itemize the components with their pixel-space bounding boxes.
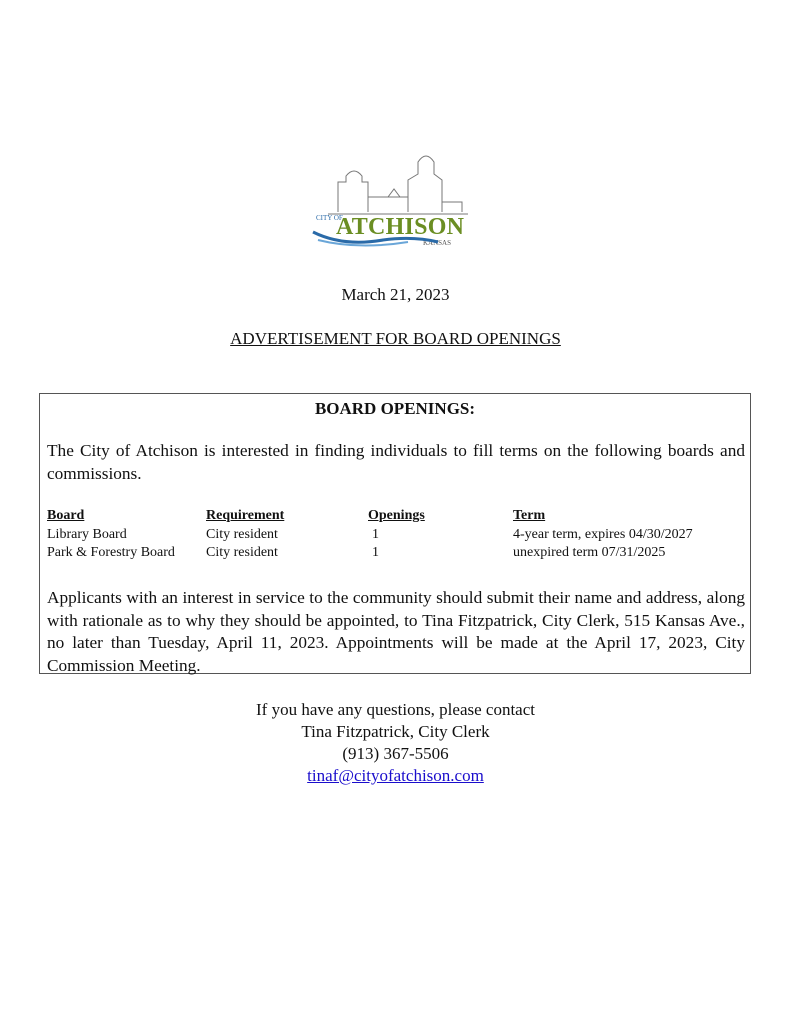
openings-table	[47, 507, 737, 563]
header-term: Term	[513, 508, 546, 523]
document-date: March 21, 2023	[341, 285, 450, 304]
contact-name: Tina Fitzpatrick, City Clerk	[301, 722, 490, 741]
svg-text:CITY OF: CITY OF	[316, 214, 343, 222]
cell-openings: 1	[372, 526, 379, 542]
cell-board: Park & Forestry Board	[47, 545, 175, 560]
cell-term: 4-year term, expires 04/30/2027	[513, 526, 693, 542]
contact-intro: If you have any questions, please contact	[256, 700, 535, 719]
box-heading: BOARD OPENINGS:	[314, 399, 476, 418]
contact-block	[0, 699, 791, 787]
document-title: ADVERTISEMENT FOR BOARD OPENINGS	[230, 329, 561, 348]
svg-text:KANSAS: KANSAS	[423, 239, 452, 247]
table-header	[47, 507, 737, 526]
header-requirement: Requirement	[206, 508, 285, 523]
table-row	[47, 526, 737, 545]
cell-board: Library Board	[47, 526, 127, 542]
table-row	[47, 544, 737, 563]
contact-email-link[interactable]: tinaf@cityofatchison.com	[307, 766, 484, 785]
cell-openings: 1	[372, 545, 379, 560]
city-of-atchison-logo	[308, 152, 478, 252]
header-board: Board	[47, 508, 85, 523]
contact-phone: (913) 367-5506	[342, 744, 449, 763]
header-openings: Openings	[368, 508, 425, 523]
cell-requirement: City resident	[206, 545, 278, 560]
intro-paragraph: The City of Atchison is interested in finding individuals to fill terms on the following boards and commissions.	[47, 441, 745, 483]
instructions-paragraph: Applicants with an interest in service to the community should submit their name and address, along with rationale as to why they should be appointed, to Tina Fitzpatrick, City Clerk, 515 Kansas Ave., no later than Tuesday, April 11, 2023. Appointments will be made at the April 17, 2023, City Commission Meeting.	[47, 588, 745, 675]
svg-text:ATCHISON: ATCHISON	[336, 214, 464, 240]
cell-term: unexpired term 07/31/2025	[513, 545, 666, 560]
board-openings-box	[39, 393, 751, 674]
cell-requirement: City resident	[206, 526, 278, 542]
